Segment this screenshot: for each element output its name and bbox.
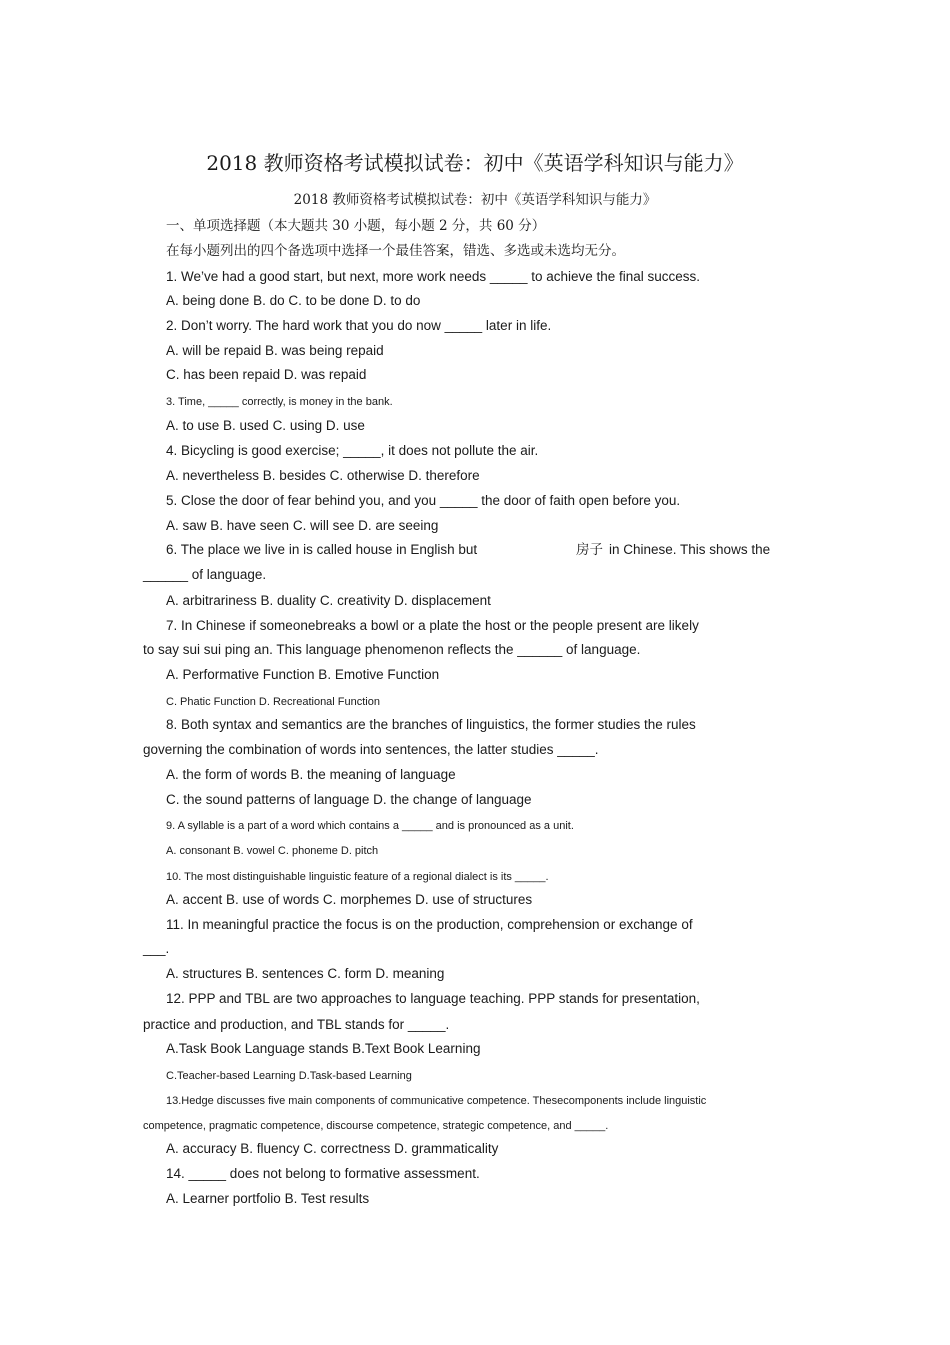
question-6-part-1: 6. The place we live in is called house in English but bbox=[166, 542, 478, 557]
question-13-options: A. accuracy B. fluency C. correctness D. grammaticality bbox=[166, 1141, 499, 1156]
question-12-options-ab: A.Task Book Language stands B.Text Book Learning bbox=[166, 1041, 481, 1056]
question-6-part-2: in Chinese. This shows the bbox=[609, 542, 771, 557]
question-2-options-cd: C. has been repaid D. was repaid bbox=[166, 367, 367, 382]
question-8-text: 8. Both syntax and semantics are the branches of linguistics, the former studies the rules bbox=[166, 717, 696, 732]
question-14: 14. _____ does not belong to formative assessment. bbox=[166, 1166, 480, 1181]
question-11-continuation: ___. bbox=[143, 941, 170, 956]
question-12: 12. PPP and TBL are two approaches to language teaching. PPP stands for presentation, bbox=[166, 991, 700, 1006]
question-7-options-cd: C. Phatic Function D. Recreational Function bbox=[166, 696, 380, 708]
instructions: 在每小题列出的四个备选项中选择一个最佳答案，错选、多选或未选均无分。 bbox=[166, 243, 625, 259]
question-12-options-cd: C.Teacher-based Learning D.Task-based Learning bbox=[166, 1070, 412, 1082]
question-7-text: 7. In Chinese if someonebreaks a bowl or a plate the host or the people present are likely bbox=[166, 618, 699, 633]
question-3: 3. Time, _____ correctly, is money in the bank. bbox=[166, 396, 393, 408]
question-1-options: A. being done B. do C. to be done D. to do bbox=[166, 293, 421, 308]
section-heading: 一、单项选择题（本大题共 30 小题，每小题 2 分，共 60 分） bbox=[166, 218, 546, 234]
question-1 bbox=[166, 269, 799, 285]
question-8-continuation: governing the combination of words into sentences, the latter studies _____. bbox=[143, 742, 599, 757]
question-1-text: 1. We’ve had a good start, but next, more work needs _____ to achieve the final success. bbox=[166, 269, 701, 284]
document-subtitle: 2018 教师资格考试模拟试卷：初中《英语学科知识与能力》 bbox=[293, 192, 657, 208]
question-2: 2. Don’t worry. The hard work that you do now _____ later in life. bbox=[166, 318, 552, 333]
question-7-continuation: to say sui sui ping an. This language phenomenon reflects the ______ of language. bbox=[143, 642, 641, 657]
question-3-options: A. to use B. used C. using D. use bbox=[166, 418, 365, 433]
question-11-options: A. structures B. sentences C. form D. meaning bbox=[166, 966, 445, 981]
question-7 bbox=[166, 618, 791, 634]
question-12-continuation: practice and production, and TBL stands for _____. bbox=[143, 1017, 450, 1032]
question-5-options: A. saw B. have seen C. will see D. are seeing bbox=[166, 518, 439, 533]
question-13-continuation: competence, pragmatic competence, discourse competence, strategic competence, and _____. bbox=[143, 1120, 609, 1132]
question-11: 11. In meaningful practice the focus is on the production, comprehension or exchange of bbox=[166, 917, 693, 932]
question-6-options: A. arbitrariness B. duality C. creativity D. displacement bbox=[166, 593, 491, 608]
question-8 bbox=[166, 717, 798, 733]
question-7-options-ab: A. Performative Function B. Emotive Function bbox=[166, 667, 440, 682]
question-10-options: A. accent B. use of words C. morphemes D. use of structures bbox=[166, 892, 533, 907]
question-6-chinese-word: 房子 bbox=[576, 542, 603, 558]
question-5: 5. Close the door of fear behind you, and you _____ the door of faith open before you. bbox=[166, 493, 681, 508]
question-13-text: 13.Hedge discusses five main components of communicative competence. Thesecomponents include linguistic bbox=[166, 1095, 707, 1107]
question-9-options: A. consonant B. vowel C. phoneme D. pitch bbox=[166, 845, 379, 857]
question-14-options: A. Learner portfolio B. Test results bbox=[166, 1191, 370, 1206]
question-4: 4. Bicycling is good exercise; _____, it does not pollute the air. bbox=[166, 443, 539, 458]
question-8-options-cd: C. the sound patterns of language D. the change of language bbox=[166, 792, 532, 807]
question-6-continuation: ______ of language. bbox=[143, 567, 267, 582]
question-13 bbox=[166, 1093, 788, 1109]
question-8-options-ab: A. the form of words B. the meaning of language bbox=[166, 767, 456, 782]
question-2-options-ab: A. will be repaid B. was being repaid bbox=[166, 343, 384, 358]
question-10: 10. The most distinguishable linguistic feature of a regional dialect is its _____. bbox=[166, 871, 549, 883]
question-4-options: A. nevertheless B. besides C. otherwise D. therefore bbox=[166, 468, 480, 483]
question-9: 9. A syllable is a part of a word which contains a _____ and is pronounced as a unit. bbox=[166, 820, 574, 832]
document-title: 2018 教师资格考试模拟试卷：初中《英语学科知识与能力》 bbox=[206, 151, 744, 175]
